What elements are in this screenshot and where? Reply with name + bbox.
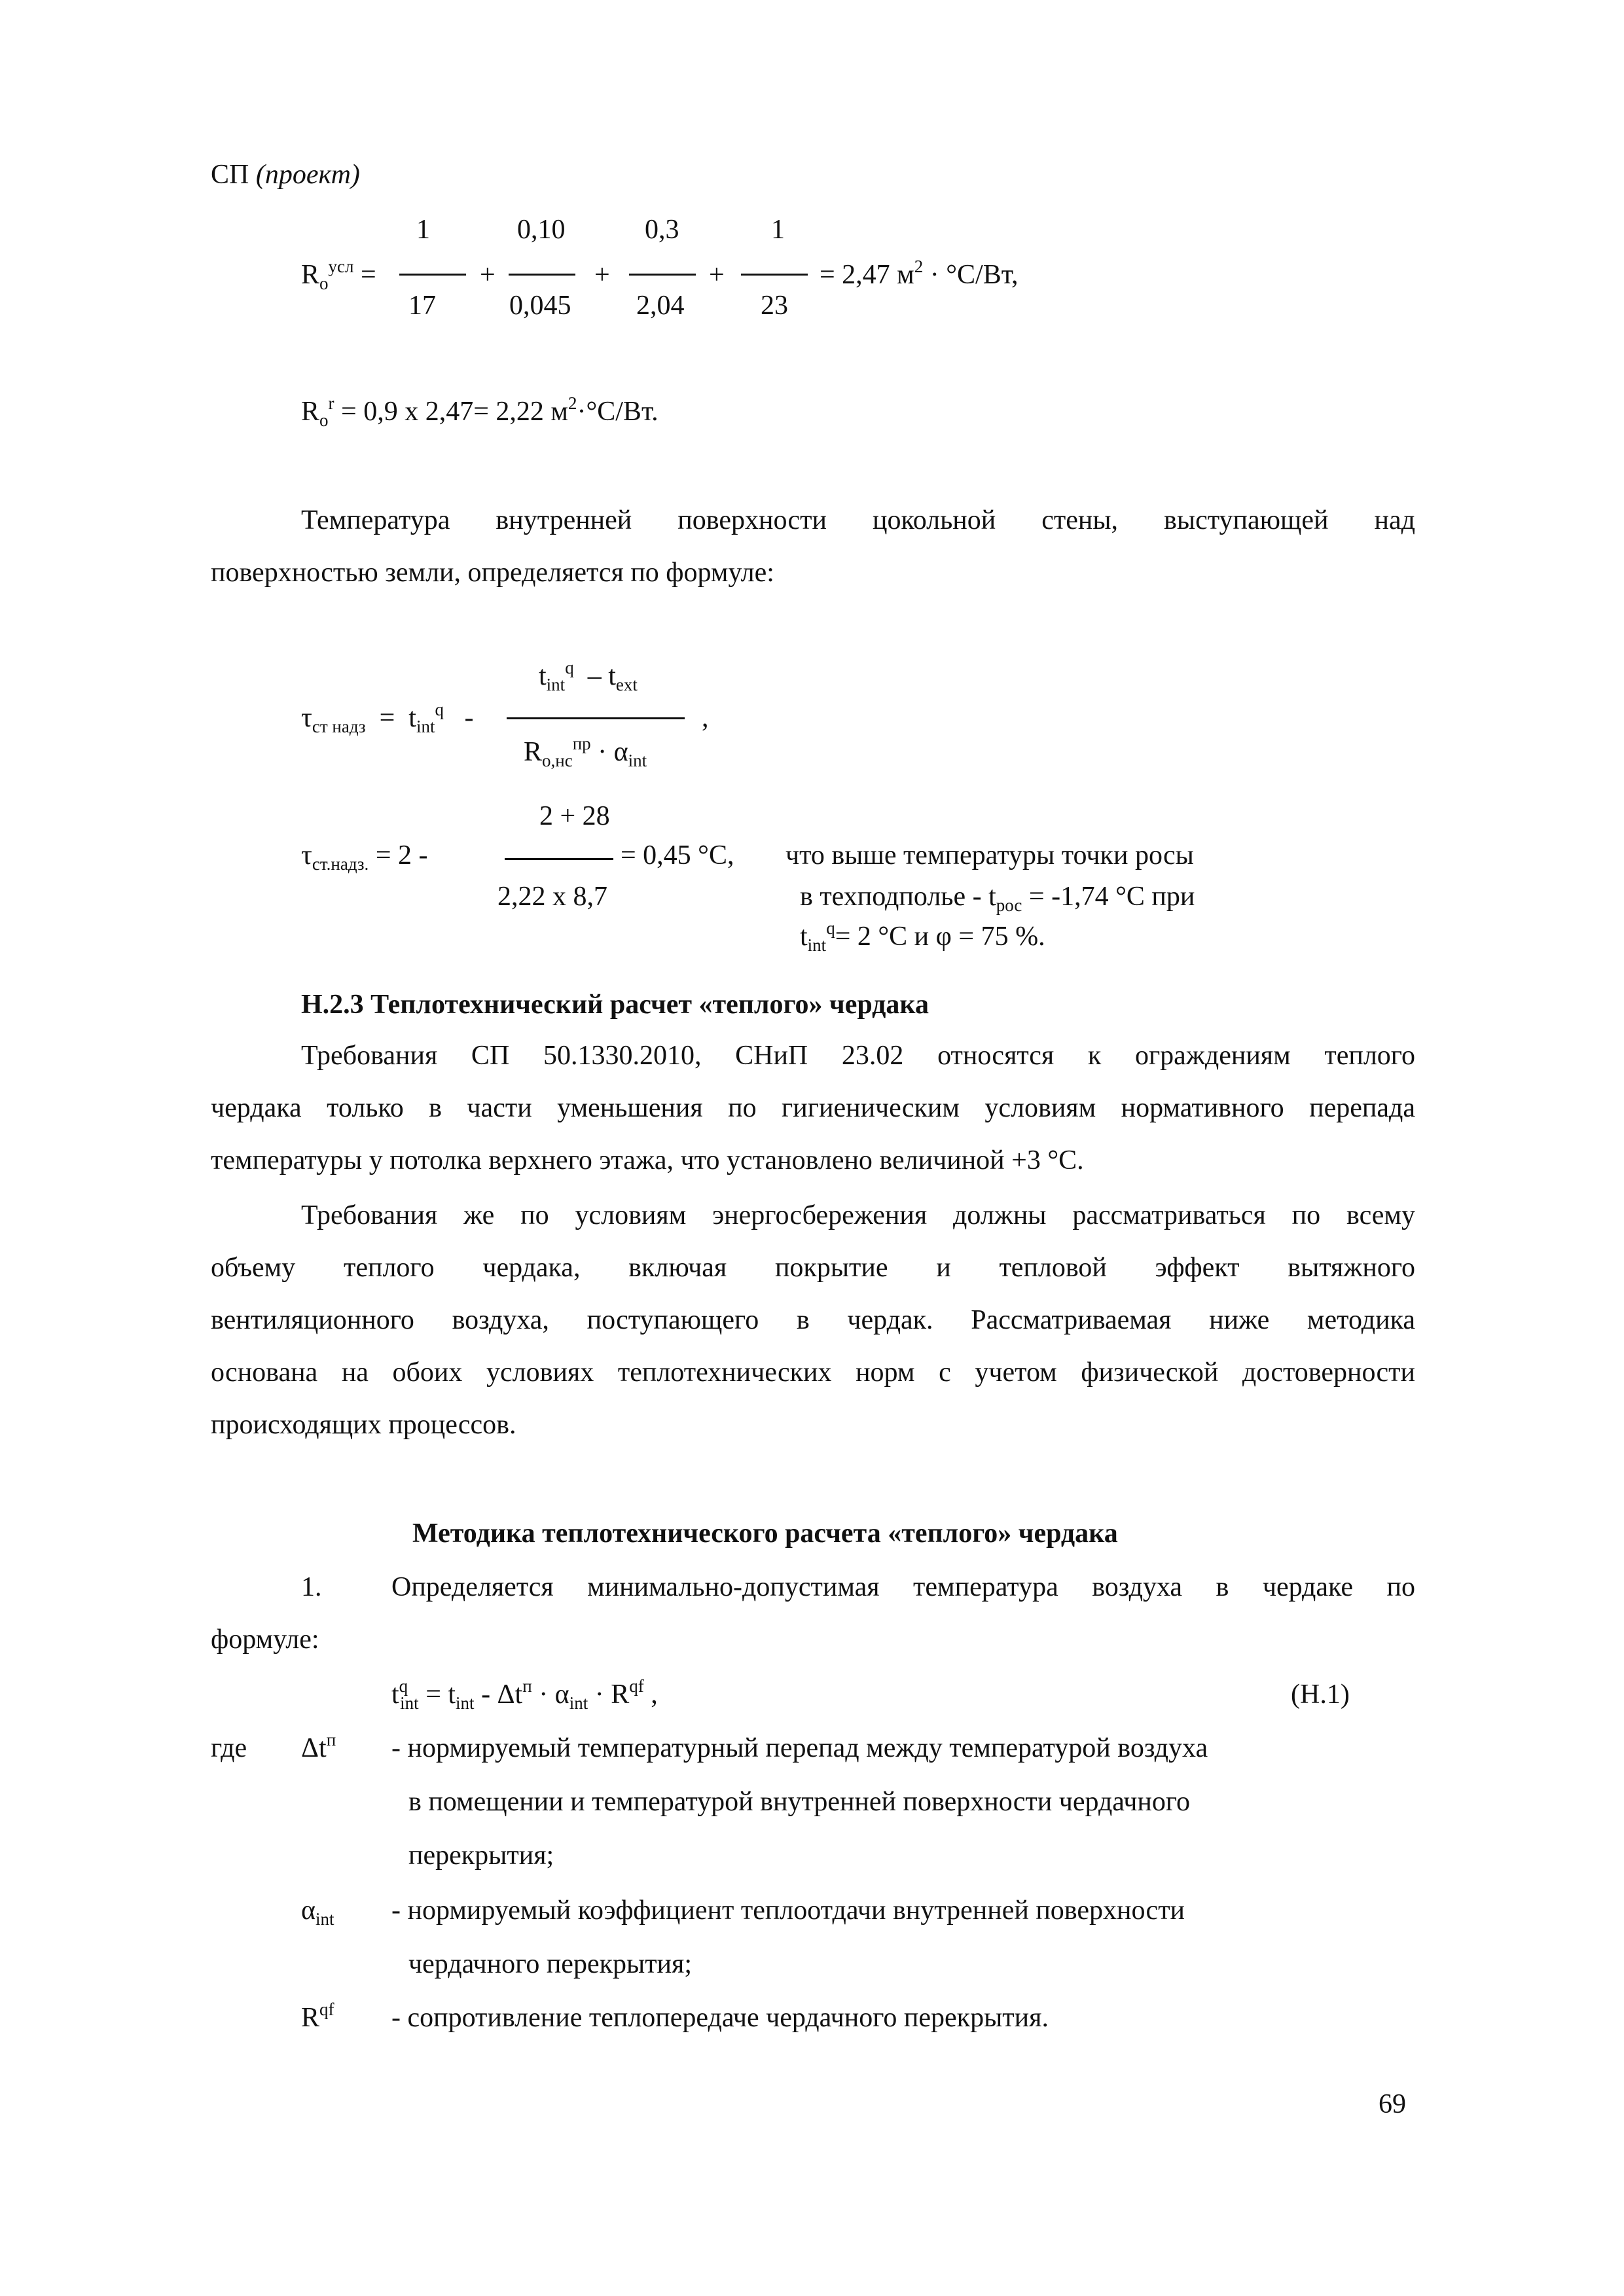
fraction-bar [507,717,685,719]
definition-text: - сопротивление теплопередаче чердачного перекрытия. [391,2003,1049,2033]
formula-r-r: $R_o^r = 0,9$ х 2,47= 2,22 $м^2\cdot^\circ С/Вт$. [301,393,659,430]
definition-symbol: $\Delta t^п$ [301,1730,336,1763]
paragraph-line: происходящих процессов. [211,1410,516,1440]
formula1-term1-denominator: 17 [408,291,436,321]
methodology-heading: Методика теплотехнического расчета «теплого» чердака [412,1518,1118,1549]
formula3-numerator: $t_{int}^q - t_{ext}$ [539,658,638,694]
plus-sign: + [594,260,610,290]
formula1-term1-numerator: 1 [416,215,430,245]
definition-text: чердачного перекрытия; [408,1949,693,1979]
paragraph-line: Требования же по условиям энергосбережения должны рассматриваться по всему [301,1200,1415,1230]
formula4-note-line3: $t_{int}^q= 2$ °С и φ = 75 %. [800,918,1045,955]
document-header [211,158,360,191]
equation-number: (Н.1) [1291,1679,1350,1710]
formula1-term2-numerator: 0,10 [517,215,566,245]
formula4-result: = 0,45 °С, [621,840,734,870]
definition-symbol: $\alpha_{int}$ [301,1895,334,1929]
header-label: СП [211,160,249,190]
section-heading: Н.2.3 Теплотехнический расчет «теплого» чердака [301,990,929,1020]
definition-text: - нормируемый температурный перепад между температурой воздуха [391,1733,1208,1763]
formula1-term4-numerator: 1 [771,215,785,245]
formula3-denominator: $R_{o,нс}^{пр} \cdot \alpha_{int}$ [524,734,647,770]
header-label-italic: (проект) [255,160,360,190]
plus-sign: + [709,260,725,290]
fraction-bar [399,274,466,276]
paragraph-line: Требования СП 50.1330.2010, СНиП 23.02 относятся к ограждениям теплого [301,1041,1415,1071]
formula-h1: $t^q_{int} = t_{int} - \Delta t^п \cdot \alpha_{int} \cdot R^{qf}$ , [391,1676,658,1713]
formula1-term4-denominator: 23 [761,291,788,321]
list-item-number: 1. [301,1572,322,1602]
paragraph-line: поверхностью земли, определяется по формуле: [211,558,774,588]
definition-text: - нормируемый коэффициент теплоотдачи внутренней поверхности [391,1895,1185,1926]
list-item-text: Определяется минимально-допустимая температура воздуха в чердаке по [391,1572,1415,1602]
fraction-bar [505,858,613,860]
fraction-bar [741,274,808,276]
paragraph-line: температуры у потолка верхнего этажа, что установлено величиной +3 °С. [211,1145,1084,1175]
formula1-result: = 2,47 $м^2 \cdot ^\circ С/Вт$, [820,257,1019,290]
formula4-numerator: 2 + 28 [539,801,610,831]
definition-text: перекрытия; [408,1840,554,1871]
formula3-comma: , [702,703,709,733]
paragraph-line: основана на обоих условиях теплотехнических норм с учетом физической достоверности [211,1357,1415,1388]
formula4-lhs: $\tau_{ст.надз.} = 2$ - [301,840,428,874]
paragraph-line: чердака только в части уменьшения по гигиеническим условиям нормативного перепада [211,1093,1415,1123]
formula4-note-line2: в техподполье - $t_{рос} = -1,74$ °С при [800,882,1195,915]
formula1-term3-numerator: 0,3 [645,215,679,245]
formula4-note-line1: что выше температуры точки росы [785,840,1194,870]
formula3-lhs: $\tau_{ст надз} = t_{int}^q$ - [301,700,474,736]
formula4-denominator: 2,22 х 8,7 [497,882,607,912]
where-label: где [211,1733,247,1763]
paragraph-line: Температура внутренней поверхности цокольной стены, выступающей над [301,505,1415,535]
page-number: 69 [1379,2089,1406,2119]
list-item-continuation: формуле: [211,1624,319,1655]
paragraph-line: объему теплого чердака, включая покрытие и тепловой эффект вытяжного [211,1253,1415,1283]
definition-text: в помещении и температурой внутренней поверхности чердачного [408,1787,1191,1817]
plus-sign: + [480,260,496,290]
paragraph-line: вентиляционного воздуха, поступающего в чердак. Рассматриваемая ниже методика [211,1305,1415,1335]
definition-symbol: $R^{qf}$ [301,2000,334,2033]
formula1-lhs: $R_o^{усл}$ = [301,257,376,293]
fraction-bar [629,274,696,276]
formula1-term3-denominator: 2,04 [636,291,685,321]
fraction-bar [509,274,575,276]
formula1-term2-denominator: 0,045 [509,291,571,321]
